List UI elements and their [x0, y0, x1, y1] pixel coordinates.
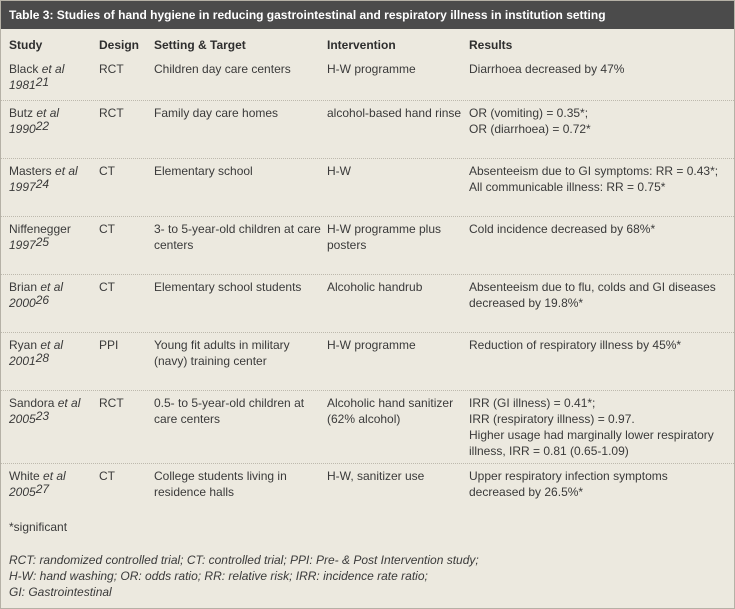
footnote-significant: *significant: [9, 520, 68, 534]
design-cell: PPI: [99, 338, 119, 352]
study-author: Masters: [9, 164, 52, 178]
setting-cell: Elementary school students: [154, 280, 302, 294]
row-divider: [1, 274, 734, 275]
design-cell: CT: [99, 222, 115, 236]
study-year: 2000: [9, 296, 36, 310]
study-author: Sandora: [9, 396, 55, 410]
study-year: 1997: [9, 180, 36, 194]
results-line: Upper respiratory infection symptoms: [469, 469, 668, 483]
header-setting: Setting & Target: [154, 38, 246, 52]
study-year: 2005: [9, 485, 36, 499]
study-cell: [9, 105, 95, 137]
study-year: 2005: [9, 412, 36, 426]
study-author: Ryan: [9, 338, 38, 352]
intervention-cell: H-W programme: [327, 62, 416, 76]
abbreviations-line: H-W: hand washing; OR: odds ratio; RR: relative risk; IRR: incidence rate ratio;: [9, 569, 428, 583]
setting-cell: Children day care centers: [154, 62, 291, 76]
intervention-cell: Alcoholic handrub: [327, 280, 423, 294]
results-cell: [469, 105, 731, 137]
study-cell: [9, 337, 95, 369]
results-line: decreased by 19.8%*: [469, 296, 584, 310]
study-etal: et al: [55, 164, 78, 178]
results-line: OR (diarrhoea) = 0.72*: [469, 122, 591, 136]
results-line: Cold incidence decreased by 68%*: [469, 222, 656, 236]
intervention-cell: H-W, sanitizer use: [327, 469, 425, 483]
results-line: OR (vomiting) = 0.35*;: [469, 106, 589, 120]
study-reference: 24: [35, 177, 50, 191]
setting-cell: Family day care homes: [154, 106, 279, 120]
setting-cell: College students living in residence halls: [154, 469, 287, 499]
design-cell: CT: [99, 280, 115, 294]
study-reference: 25: [35, 235, 50, 249]
study-cell: [9, 279, 95, 311]
study-author: Butz: [9, 106, 34, 120]
setting-cell: 3- to 5-year-old children at care centers: [154, 222, 321, 252]
design-cell: RCT: [99, 62, 124, 76]
row-divider: [1, 463, 734, 464]
intervention-cell: H-W programme plus posters: [327, 222, 442, 252]
abbreviations-line: GI: Gastrointestinal: [9, 585, 112, 599]
row-divider: [1, 158, 734, 159]
design-cell: CT: [99, 164, 115, 178]
results-line: Absenteeism due to GI symptoms: RR = 0.43*;: [469, 164, 719, 178]
study-reference: 28: [35, 351, 50, 365]
study-reference: 23: [35, 409, 50, 423]
table-title: Table 3: Studies of hand hygiene in reducing gastrointestinal and respiratory illness in institution setting: [1, 1, 734, 29]
row-divider: [1, 100, 734, 101]
results-line: IRR (respiratory illness) = 0.97.: [469, 412, 635, 426]
study-cell: [9, 395, 95, 427]
intervention-cell: Alcoholic hand sanitizer (62% alcohol): [327, 396, 454, 426]
study-etal: et al: [43, 469, 66, 483]
study-etal: et al: [41, 62, 65, 76]
results-cell: [469, 279, 731, 311]
intervention-cell: H-W: [327, 164, 351, 178]
results-cell: [469, 221, 731, 237]
study-reference: 22: [35, 119, 50, 133]
setting-cell: Young fit adults in military (navy) training center: [154, 338, 290, 368]
design-cell: RCT: [99, 106, 124, 120]
results-line: Reduction of respiratory illness by 45%*: [469, 338, 682, 352]
study-year: 2001: [9, 354, 36, 368]
results-line: Diarrhoea decreased by 47%: [469, 62, 625, 76]
study-cell: [9, 221, 95, 253]
study-etal: et al: [40, 338, 64, 352]
study-author: Black: [9, 62, 39, 76]
results-cell: [469, 395, 731, 459]
study-reference: 26: [35, 293, 50, 307]
results-cell: [469, 468, 731, 500]
design-cell: CT: [99, 469, 115, 483]
row-divider: [1, 216, 734, 217]
study-etal: et al: [57, 396, 81, 410]
header-study: Study: [9, 38, 43, 52]
study-year: 1997: [9, 238, 36, 252]
row-divider: [1, 332, 734, 333]
results-line: IRR (GI illness) = 0.41*;: [469, 396, 596, 410]
setting-cell: 0.5- to 5-year-old children at care centers: [154, 396, 305, 426]
study-author: White: [9, 469, 40, 483]
results-cell: [469, 163, 731, 195]
abbreviations-line: RCT: randomized controlled trial; CT: controlled trial; PPI: Pre- & Post Intervention study;: [9, 553, 479, 567]
row-divider: [1, 390, 734, 391]
study-etal: et al: [36, 106, 60, 120]
study-year: 1990: [9, 122, 36, 136]
results-line: Absenteeism due to flu, colds and GI diseases: [469, 280, 716, 294]
intervention-cell: H-W programme: [327, 338, 416, 352]
intervention-cell: alcohol-based hand rinse: [327, 106, 462, 120]
header-results: Results: [469, 38, 513, 52]
results-cell: [469, 337, 731, 353]
header-intervention: Intervention: [327, 38, 396, 52]
study-reference: 21: [35, 75, 50, 89]
design-cell: RCT: [99, 396, 124, 410]
study-year: 1981: [9, 78, 36, 92]
study-cell: [9, 163, 95, 195]
study-cell: [9, 61, 95, 93]
abbreviations-legend: [9, 552, 724, 600]
study-etal: et al: [40, 280, 64, 294]
results-line: Higher usage had marginally lower respiratory: [469, 428, 714, 442]
results-line: illness, IRR = 0.81 (0.65-1.09): [469, 444, 629, 458]
results-cell: [469, 61, 731, 77]
study-cell: [9, 468, 95, 500]
header-design: Design: [99, 38, 140, 52]
results-line: All communicable illness: RR = 0.75*: [469, 180, 666, 194]
study-author: Niffenegger: [9, 222, 71, 236]
results-line: decreased by 26.5%*: [469, 485, 584, 499]
study-author: Brian: [9, 280, 38, 294]
setting-cell: Elementary school: [154, 164, 253, 178]
study-reference: 27: [35, 482, 50, 496]
